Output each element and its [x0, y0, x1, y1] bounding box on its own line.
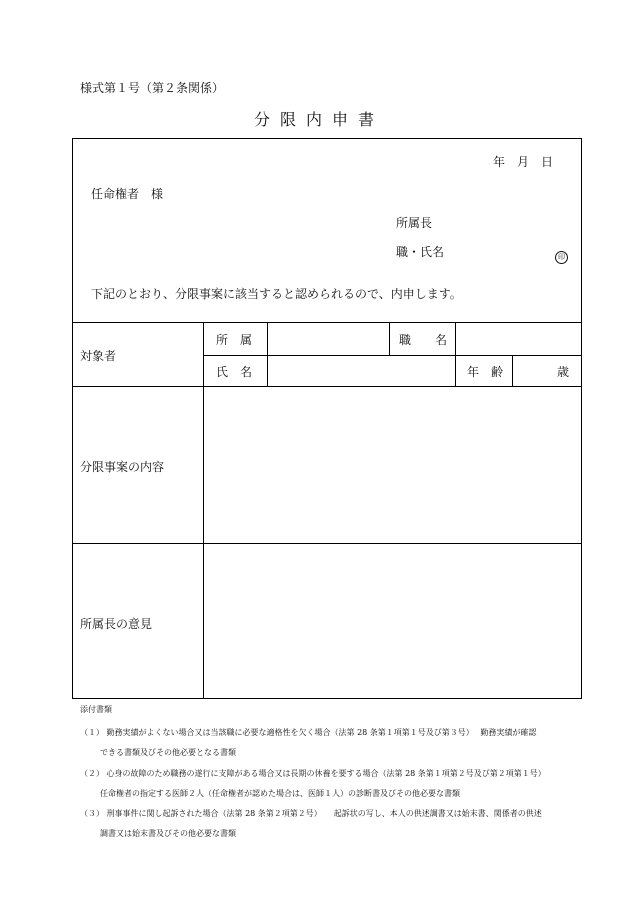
statement: 下記のとおり、分限事案に該当すると認められるので、内申します。 — [91, 287, 462, 301]
seal-mark — [555, 244, 568, 264]
person-name-field[interactable] — [268, 356, 454, 385]
addressee: 任命権者 様 — [91, 187, 164, 201]
attachment-item-1-line1: （１） 勤務実績がよくない場合又は当該職に必要な適格性を欠く場合（法第 28 条第１項第１号及び第３号） 勤務実績が確認 — [80, 728, 537, 737]
affiliation-label: 所 属 — [216, 333, 253, 347]
position-field[interactable] — [456, 323, 581, 354]
case-content-label: 分限事案の内容 — [80, 460, 165, 474]
position-label: 職 名 — [399, 333, 448, 347]
subject-label: 対象者 — [80, 349, 117, 363]
affiliation-field[interactable] — [268, 323, 388, 354]
case-content-field[interactable] — [204, 387, 581, 542]
head-opinion-field[interactable] — [204, 544, 581, 698]
seal-icon: 印 — [555, 251, 568, 264]
attachment-item-1-line2: できる書類及びその他必要となる書類 — [100, 748, 236, 757]
document-title: 分限内申書 — [253, 110, 384, 129]
office-head-label: 所属長 — [396, 216, 433, 230]
head-opinion-label: 所属長の意見 — [80, 617, 153, 631]
attachment-item-2-line1: （２） 心身の故障のため職務の遂行に支障がある場合又は長期の休養を要する場合（法第 28 条第１項第２号及び第２項第１号） — [80, 769, 546, 778]
age-field[interactable] — [513, 356, 553, 385]
form-number: 様式第１号（第２条関係） — [80, 81, 225, 95]
name-label: 職・氏名 — [396, 245, 445, 259]
attachment-item-2-line2: 任命権者の指定する医師２人（任命権者が認めた場合は、医師１人）の診断書及びその他必要な書類 — [100, 789, 460, 798]
attachment-item-3-line1: （３） 刑事事件に関し起訴された場合（法第 28 条第２項第２号） 起訴状の写し、本人の供述調書又は始末書、関係者の供述 — [80, 809, 542, 818]
age-unit: 歳 — [557, 365, 570, 379]
date-line: 年 月 日 — [493, 155, 554, 169]
attachments-heading: 添付書類 — [80, 705, 112, 714]
person-name-label: 氏 名 — [216, 365, 253, 379]
divider-position-left — [389, 322, 390, 355]
age-label: 年 齢 — [467, 365, 504, 379]
attachment-item-3-line2: 調書又は始末書及びその他必要な書類 — [100, 829, 236, 838]
